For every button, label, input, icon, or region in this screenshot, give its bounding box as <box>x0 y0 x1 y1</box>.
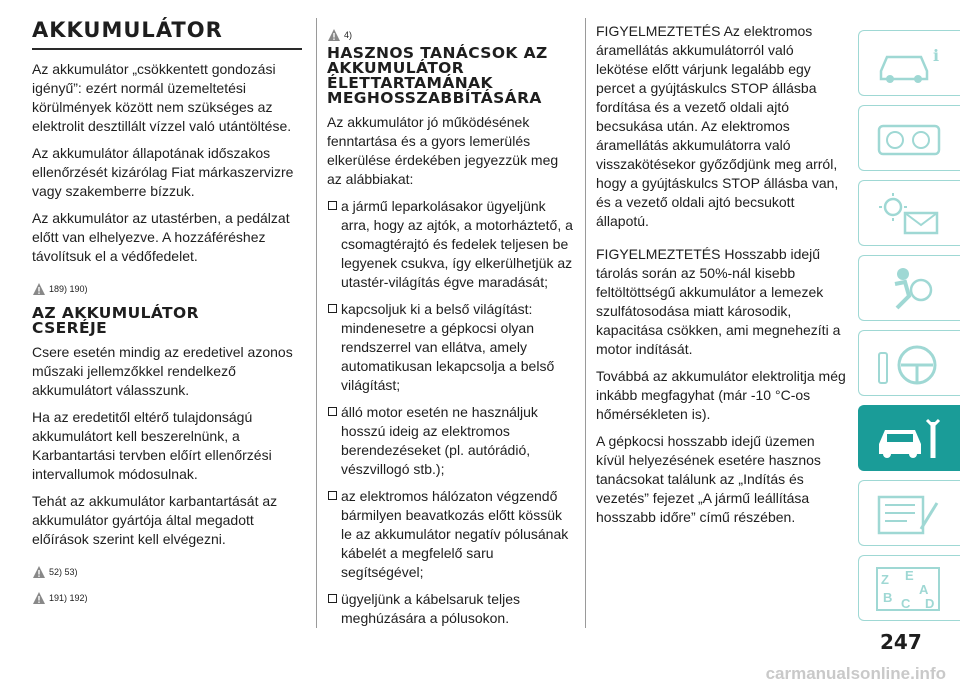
paragraph: A gépkocsi hosszabb idejű üzemen kívül helyezésének esetére hasznos tanácsokat találunk az „Indítás és vezetés” fejezet „A jármű leállítása hosszabb időre” című részében. <box>596 433 821 525</box>
tab-car-info[interactable] <box>858 30 960 96</box>
svg-text:C: C <box>901 596 911 611</box>
warning-triangle-icon <box>32 282 46 296</box>
tab-maintenance-active[interactable] <box>858 405 960 471</box>
watermark: carmanualsonline.info <box>765 664 946 683</box>
svg-text:E: E <box>905 568 914 583</box>
reference-numbers: 4) <box>344 30 353 40</box>
section-title: AKKUMULÁTOR <box>32 18 302 50</box>
warning-paragraph: FIGYELMEZTETÉS Az elektromos áramellátás akkumulátorról való lekötése előtt várjunk legalább egy percet a gyújtáskulcs STOP állásba fordítása és a vezető oldali ajtó becsukása után. Az elektromos áramellátás akkumulátorra való visszakötésekor győződjünk meg arról, hogy a gyújtáskulcs STOP állásba van, és a vezető oldali ajtó becsukott állapotú. <box>596 23 839 229</box>
tab-dashboard[interactable] <box>858 105 960 171</box>
tab-starting-driving[interactable] <box>858 330 960 396</box>
tab-technical-data[interactable] <box>858 480 960 546</box>
warning-paragraph: FIGYELMEZTETÉS Hosszabb idejű tárolás során az 50%-nál kisebb feltöltöttségű akkumulátor a lemezek szulfátosodása miatt károsodik, kapacitása csökken, ami megnehezíti a motor indítását. <box>596 246 841 357</box>
paragraph: Az akkumulátor állapotának időszakos ellenőrzését kizárólag Fiat márkaszervizre vagy szakemberre bízzuk. <box>32 145 294 199</box>
warning-reference <box>327 20 574 42</box>
list-item: álló motor esetén ne használjuk hosszú ideig az elektromos berendezéseket (pl. autórádió, vészvillogó stb.); <box>327 403 574 479</box>
column-divider <box>316 18 317 628</box>
dashboard-icon <box>875 114 945 164</box>
paragraph: Az akkumulátor „csökkentett gondozási igényű”: ezért normál üzemeltetési körülmények között nem szükséges az elektrolit desztillált vízzel való utántöltése. <box>32 61 292 134</box>
alphabet-index-icon <box>875 564 945 614</box>
list-item: az elektromos hálózaton végzendő bármilyen beavatkozás előtt kössük le az akkumulátor negatív pólusának kábelét a megfelelő saru segítségével; <box>327 487 574 582</box>
tab-index[interactable] <box>858 555 960 621</box>
column-2 <box>327 18 574 636</box>
svg-text:Z: Z <box>881 572 889 587</box>
warning-reference <box>32 583 302 605</box>
car-info-icon <box>875 39 945 89</box>
list-item: ügyeljünk a kábelsaruk teljes meghúzására a pólusokon. <box>327 590 574 628</box>
subsection-heading: AZ AKKUMULÁTOR CSERÉJE <box>32 304 199 337</box>
warning-triangle-icon <box>32 591 46 605</box>
list-item: a jármű leparkolásakor ügyeljünk arra, hogy az ajtók, a motorháztető, a csomagtérajtó és fedelek teljesen be legyenek csukva, így elkerülhetjük az utastér-világítás égve maradását; <box>327 197 574 292</box>
reference-numbers: 189) 190) <box>49 284 88 294</box>
paragraph: Az akkumulátor az utastérben, a pedálzat előtt van elhelyezve. A hozzáféréshez távolítsuk el a védőfedelet. <box>32 210 290 264</box>
reference-numbers: 52) 53) <box>49 567 78 577</box>
light-envelope-icon <box>875 189 945 239</box>
steering-wheel-icon <box>875 339 945 389</box>
technical-data-icon <box>875 489 945 539</box>
warning-reference <box>32 274 302 296</box>
svg-text:D: D <box>925 596 935 611</box>
car-wrench-icon <box>875 414 945 464</box>
column-1 <box>32 18 302 615</box>
paragraph: Tehát az akkumulátor karbantartását az akkumulátor gyártója által megadott előírások szerint kell elvégezni. <box>32 493 278 547</box>
svg-text:A: A <box>919 582 929 597</box>
warning-triangle-icon <box>327 28 341 42</box>
paragraph: Ha az eredetitől eltérő tulajdonságú akkumulátort kell beszerelnünk, a Karbantartási tervben előírt ellenőrzési intervallumok módosulnak. <box>32 409 272 482</box>
airbag-person-icon <box>875 264 945 314</box>
list-item: kapcsoljuk ki a belső világítást: mindenesetre a gépkocsi olyan rendszerrel van ellátva, amely automatikusan lekapcsolja a belső világítást; <box>327 300 574 395</box>
paragraph: Az akkumulátor jó működésének fenntartása és a gyors lemerülés elkerülése érdekében jegyezzük meg az alábbiakat: <box>327 114 559 187</box>
tab-lights[interactable] <box>858 180 960 246</box>
warning-reference <box>32 557 302 579</box>
tab-safety[interactable] <box>858 255 960 321</box>
paragraph: Továbbá az akkumulátor elektrolitja még inkább megfagyhat (már -10 °C-os hőmérsékleten is). <box>596 368 846 422</box>
chapter-tabs <box>858 30 960 620</box>
svg-text:i: i <box>933 46 940 65</box>
paragraph: Csere esetén mindig az eredetivel azonos műszaki jellemzőkkel rendelkező akkumulátort válasszunk. <box>32 344 293 398</box>
reference-numbers: 191) 192) <box>49 593 88 603</box>
page-number: 247 <box>880 630 922 654</box>
subsection-heading: HASZNOS TANÁCSOK AZ AKKUMULÁTOR ÉLETTARTAMÁNAK MEGHOSSZABBÍTÁSÁRA <box>327 44 548 107</box>
column-3 <box>596 18 846 535</box>
column-divider <box>585 18 586 628</box>
warning-triangle-icon <box>32 565 46 579</box>
svg-text:B: B <box>883 590 893 605</box>
tips-list <box>327 197 574 628</box>
